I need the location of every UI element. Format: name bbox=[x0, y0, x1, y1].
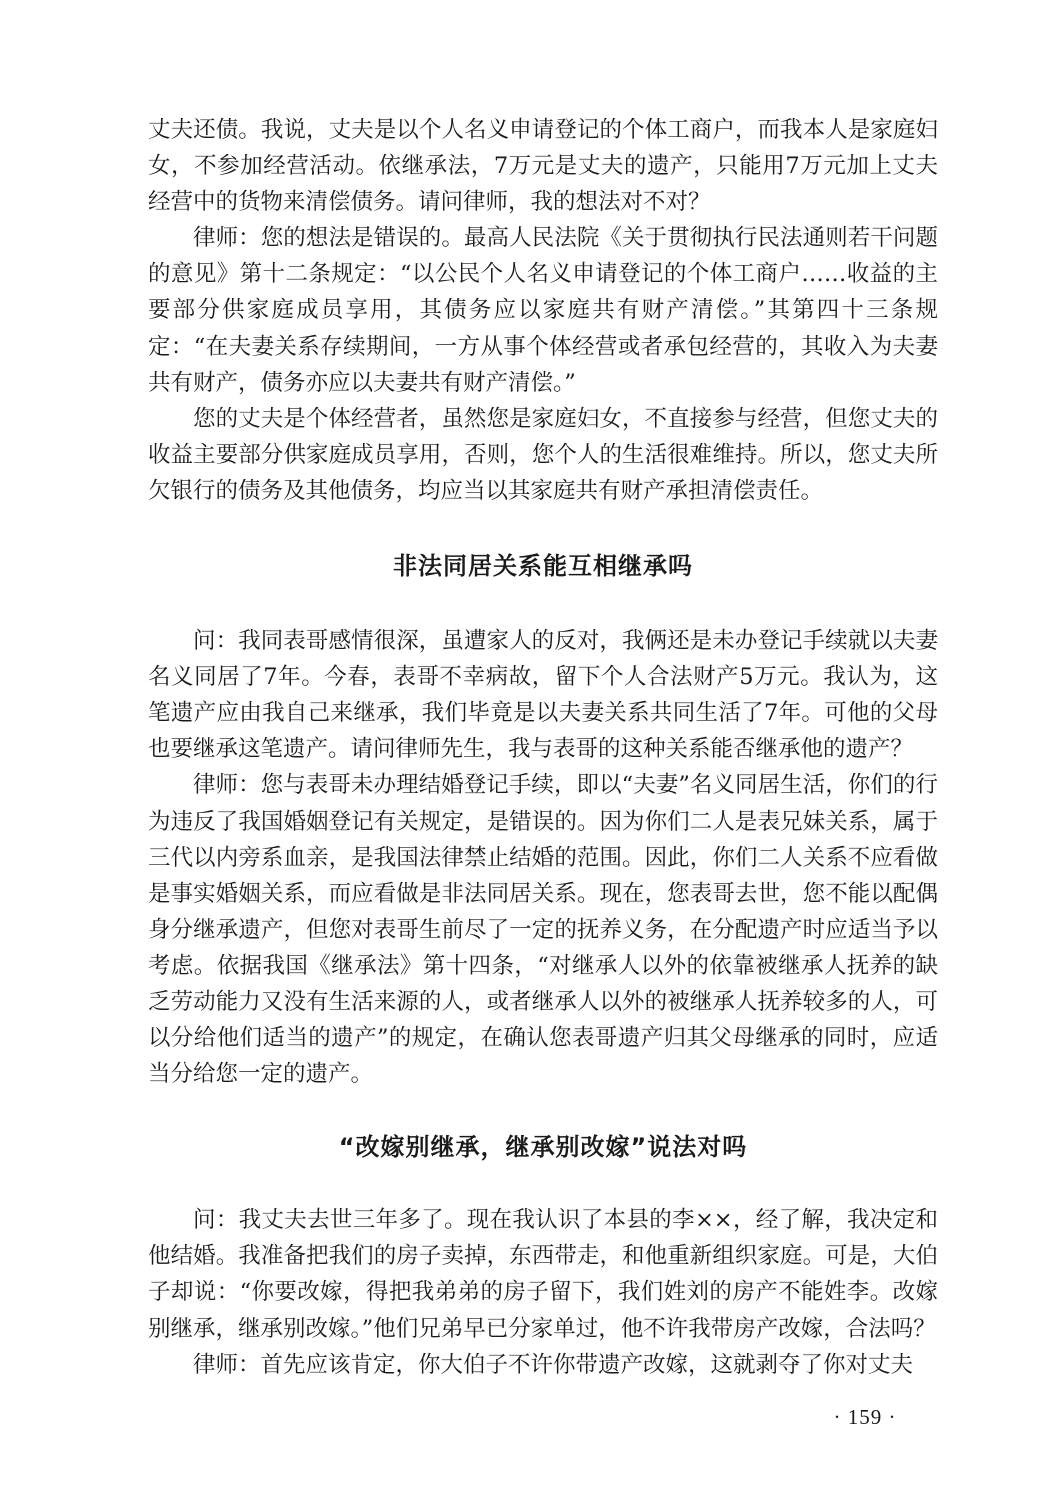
paragraph-continuation: 丈夫还债。我说，丈夫是以个人名义申请登记的个体工商户，而我本人是家庭妇女，不参加经营活动。依继承法，7万元是丈夫的遗产，只能用7万元加上丈夫经营中的货物来清偿债务。请问律师，我的想法对不对？ bbox=[148, 117, 938, 216]
section-title-remarriage-inheritance: “改嫁别继承，继承别改嫁”说法对吗 bbox=[338, 1133, 748, 1162]
section-title-illegal-cohabitation: 非法同居关系能互相继承吗 bbox=[393, 552, 693, 581]
paragraph-conclusion: 您的丈夫是个体经营者，虽然您是家庭妇女，不直接参与经营，但您丈夫的收益主要部分供家庭成员享用，否则，您个人的生活很难维持。所以，您丈夫所欠银行的债务及其他债务，均应当以其家庭共有财产承担清偿责任。 bbox=[148, 405, 938, 504]
paragraph-question: 问：我同表哥感情很深，虽遭家人的反对，我俩还是未办登记手续就以夫妻名义同居了7年。今春，表哥不幸病故，留下个人合法财产5万元。我认为，这笔遗产应由我自己来继承，我们毕竟是以夫妻关系共同生活了7年。可他的父母也要继承这笔遗产。请问律师先生，我与表哥的这种关系能否继承他的遗产？ bbox=[148, 628, 938, 763]
paragraph-question: 问：我丈夫去世三年多了。现在我认识了本县的李××，经了解，我决定和他结婚。我准备把我们的房子卖掉，东西带走，和他重新组织家庭。可是，大伯子却说：“你要改嫁，得把我弟弟的房子留下，我们姓刘的房产不能姓李。改嫁别继承，继承别改嫁。”他们兄弟早已分家单过，他不许我带房产改嫁，合法吗？ bbox=[148, 1207, 938, 1342]
paragraph-answer: 律师：您与表哥未办理结婚登记手续，即以“夫妻”名义同居生活，你们的行为违反了我国婚姻登记有关规定，是错误的。因为你们二人是表兄妹关系，属于三代以内旁系血亲，是我国法律禁止结婚的范围。因此，你们二人关系不应看做是事实婚姻关系，而应看做是非法同居关系。现在，您表哥去世，您不能以配偶身分继承遗产，但您对表哥生前尽了一定的抚养义务，在分配遗产时应适当予以考虑。依据我国《继承法》第十四条，“对继承人以外的依靠被继承人抚养的缺乏劳动能力又没有生活来源的人，或者继承人以外的被继承人抚养较多的人，可以分给他们适当的遗产”的规定，在确认您表哥遗产归其父母继承的同时，应适当分给您一定的遗产。 bbox=[148, 772, 938, 1088]
paragraph-answer: 律师：首先应该肯定，你大伯子不许你带遗产改嫁，这就剥夺了你对丈夫 bbox=[193, 1351, 914, 1378]
page-content bbox=[148, 112, 938, 1383]
paragraph-lawyer-answer: 律师：您的想法是错误的。最高人民法院《关于贯彻执行民法通则若干问题的意见》第十二条规定：“以公民个人名义申请登记的个体工商户……收益的主要部分供家庭成员享用，其债务应以家庭共有财产清偿。”其第四十三条规定：“在夫妻关系存续期间，一方从事个体经营或者承包经营的，其收入为夫妻共有财产，债务亦应以夫妻共有财产清偿。” bbox=[148, 225, 938, 396]
page-number: · 159 · bbox=[833, 1405, 897, 1429]
